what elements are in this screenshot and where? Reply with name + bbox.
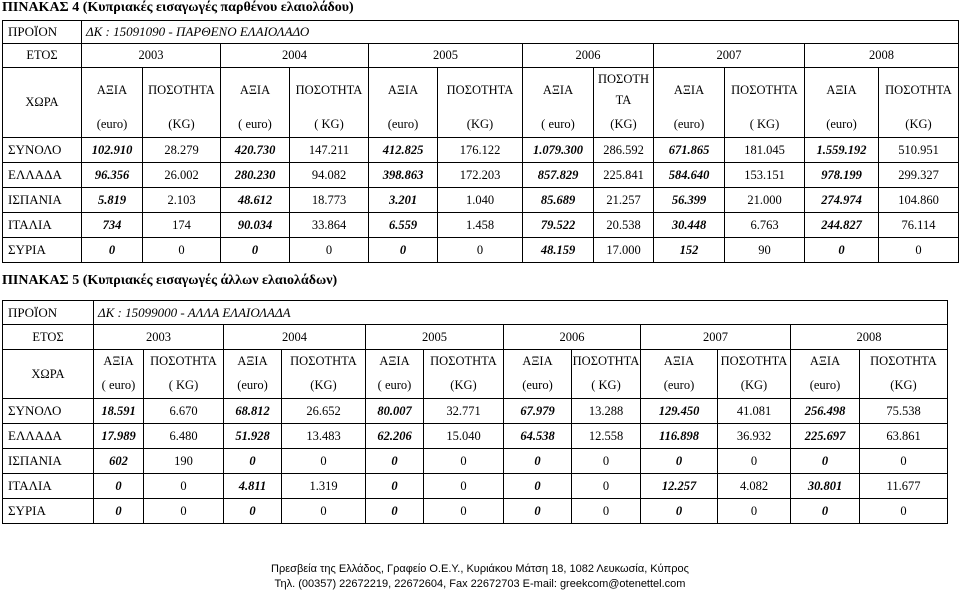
quantity-cell: 90 (725, 238, 805, 263)
value-cell: 80.007 (366, 399, 424, 424)
quantity-header: ΠΟΣΟΤΗΤΑ (144, 350, 224, 374)
value-cell: 48.612 (221, 188, 290, 213)
country-cell: ΙΣΠΑΝΙΑ (3, 188, 82, 213)
value-cell: 17.989 (94, 424, 144, 449)
value-cell: 90.034 (221, 213, 290, 238)
quantity-cell: 510.951 (879, 138, 959, 163)
year-header: 2004 (224, 325, 366, 350)
value-unit: ( euro) (366, 374, 424, 399)
value-unit: ( euro) (94, 374, 144, 399)
quantity-cell: 11.677 (860, 474, 948, 499)
quantity-cell: 0 (282, 449, 366, 474)
value-cell: 0 (504, 474, 572, 499)
value-cell: 0 (94, 499, 144, 524)
value-header: ΑΞΙΑ (523, 68, 594, 113)
value-cell: 56.399 (654, 188, 725, 213)
year-header: 2005 (366, 325, 504, 350)
column-header-row (3, 350, 948, 374)
quantity-cell: 147.211 (290, 138, 369, 163)
value-cell: 0 (641, 499, 718, 524)
value-cell: 0 (805, 238, 879, 263)
year-header: 2006 (504, 325, 641, 350)
year-header: 2006 (523, 44, 654, 68)
quantity-cell: 36.932 (718, 424, 791, 449)
country-cell: ΙΣΠΑΝΙΑ (3, 449, 94, 474)
value-cell: 734 (82, 213, 143, 238)
year-header: 2005 (369, 44, 523, 68)
quantity-cell: 0 (144, 499, 224, 524)
country-cell: ΣΥΡΙΑ (3, 499, 94, 524)
table-row (3, 399, 948, 424)
quantity-cell: 1.040 (438, 188, 523, 213)
table4-title: ΠΙΝΑΚΑΣ 4 (Κυπριακές εισαγωγές παρθένου ελαιολάδου) (2, 0, 354, 15)
quantity-cell: 181.045 (725, 138, 805, 163)
quantity-header: ΠΟΣΟΤΗΤΑ (143, 68, 221, 113)
quantity-cell: 0 (718, 499, 791, 524)
year-label: ΕΤΟΣ (3, 44, 82, 68)
country-cell: ΙΤΑΛΙΑ (3, 213, 82, 238)
quantity-unit: ( KG) (144, 374, 224, 399)
value-cell: 0 (791, 499, 860, 524)
value-unit: (euro) (791, 374, 860, 399)
quantity-cell: 4.082 (718, 474, 791, 499)
year-row (3, 325, 948, 350)
quantity-cell: 1.319 (282, 474, 366, 499)
year-header: 2007 (641, 325, 791, 350)
value-cell: 0 (221, 238, 290, 263)
value-header: ΑΞΙΑ (791, 350, 860, 374)
quantity-unit: ( KG) (725, 113, 805, 138)
table-row (3, 238, 959, 263)
quantity-cell: 76.114 (879, 213, 959, 238)
quantity-cell: 174 (143, 213, 221, 238)
quantity-header: ΠΟΣΟΤΗΤΑ (424, 350, 504, 374)
value-cell: 225.697 (791, 424, 860, 449)
value-cell: 62.206 (366, 424, 424, 449)
value-cell: 30.801 (791, 474, 860, 499)
quantity-cell: 153.151 (725, 163, 805, 188)
value-cell: 0 (641, 449, 718, 474)
quantity-cell: 2.103 (143, 188, 221, 213)
quantity-unit: (KG) (438, 113, 523, 138)
quantity-cell: 176.122 (438, 138, 523, 163)
table-row (3, 474, 948, 499)
quantity-cell: 104.860 (879, 188, 959, 213)
value-cell: 96.356 (82, 163, 143, 188)
quantity-unit: ( KG) (290, 113, 369, 138)
table4 (2, 20, 959, 263)
table5 (2, 300, 948, 524)
value-header: ΑΞΙΑ (82, 68, 143, 113)
product-label: ΠΡΟΪΟΝ (3, 21, 82, 44)
value-cell: 12.257 (641, 474, 718, 499)
quantity-header: ΠΟΣΟΤΗΤΑ (879, 68, 959, 113)
quantity-cell: 15.040 (424, 424, 504, 449)
value-cell: 1.559.192 (805, 138, 879, 163)
value-unit: (euro) (805, 113, 879, 138)
value-cell: 116.898 (641, 424, 718, 449)
value-cell: 0 (224, 499, 282, 524)
value-unit: ( euro) (523, 113, 594, 138)
value-cell: 0 (791, 449, 860, 474)
quantity-cell: 286.592 (594, 138, 654, 163)
quantity-cell: 0 (572, 499, 641, 524)
quantity-unit: (KG) (424, 374, 504, 399)
country-cell: ΕΛΛΑΔΑ (3, 424, 94, 449)
value-cell: 412.825 (369, 138, 438, 163)
value-cell: 0 (366, 474, 424, 499)
quantity-header: ΠΟΣΟΤΗΤΑ (718, 350, 791, 374)
quantity-cell: 0 (860, 449, 948, 474)
quantity-header: ΠΟΣΟΤΗΤΑ (725, 68, 805, 113)
quantity-cell: 20.538 (594, 213, 654, 238)
product-row (3, 301, 948, 325)
quantity-cell: 17.000 (594, 238, 654, 263)
table-row (3, 213, 959, 238)
value-cell: 256.498 (791, 399, 860, 424)
value-cell: 420.730 (221, 138, 290, 163)
quantity-cell: 13.288 (572, 399, 641, 424)
quantity-cell: 0 (143, 238, 221, 263)
value-unit: (euro) (82, 113, 143, 138)
country-header: ΧΩΡΑ (3, 350, 94, 399)
value-cell: 102.910 (82, 138, 143, 163)
value-cell: 67.979 (504, 399, 572, 424)
table-row (3, 138, 959, 163)
quantity-cell: 299.327 (879, 163, 959, 188)
year-header: 2008 (805, 44, 959, 68)
quantity-cell: 1.458 (438, 213, 523, 238)
year-header: 2008 (791, 325, 948, 350)
quantity-cell: 12.558 (572, 424, 641, 449)
table-row (3, 499, 948, 524)
value-header: ΑΞΙΑ (641, 350, 718, 374)
value-cell: 978.199 (805, 163, 879, 188)
value-cell: 0 (82, 238, 143, 263)
country-cell: ΣΥΝΟΛΟ (3, 399, 94, 424)
year-header: 2004 (221, 44, 369, 68)
quantity-cell: 0 (860, 499, 948, 524)
quantity-cell: 0 (438, 238, 523, 263)
column-header-row (3, 68, 959, 113)
table-row (3, 163, 959, 188)
quantity-cell: 0 (718, 449, 791, 474)
quantity-cell: 0 (572, 449, 641, 474)
quantity-unit: (KG) (718, 374, 791, 399)
value-header: ΑΞΙΑ (224, 350, 282, 374)
value-cell: 280.230 (221, 163, 290, 188)
product-row (3, 21, 959, 44)
value-cell: 244.827 (805, 213, 879, 238)
product-value: ΔΚ : 15099000 - ΑΛΛΑ ΕΛΑΙΟΛΑΔΑ (94, 301, 948, 325)
year-header: 2003 (94, 325, 224, 350)
year-header: 2007 (654, 44, 805, 68)
value-cell: 51.928 (224, 424, 282, 449)
quantity-header: ΠΟΣΟΤΗΤΑ (282, 350, 366, 374)
value-cell: 48.159 (523, 238, 594, 263)
quantity-cell: 0 (282, 499, 366, 524)
quantity-header: ΠΟΣΟΤΗ ΤΑ (594, 68, 654, 113)
quantity-cell: 6.670 (144, 399, 224, 424)
quantity-cell: 0 (879, 238, 959, 263)
quantity-cell: 32.771 (424, 399, 504, 424)
value-cell: 274.974 (805, 188, 879, 213)
value-cell: 79.522 (523, 213, 594, 238)
value-cell: 129.450 (641, 399, 718, 424)
value-cell: 398.863 (369, 163, 438, 188)
footer (0, 562, 960, 592)
year-row (3, 44, 959, 68)
quantity-cell: 0 (144, 474, 224, 499)
table-row (3, 449, 948, 474)
value-unit: ( euro) (221, 113, 290, 138)
value-cell: 4.811 (224, 474, 282, 499)
quantity-cell: 21.257 (594, 188, 654, 213)
value-unit: (euro) (504, 374, 572, 399)
table-row (3, 188, 959, 213)
value-cell: 0 (366, 499, 424, 524)
quantity-cell: 94.082 (290, 163, 369, 188)
product-label: ΠΡΟΪΟΝ (3, 301, 94, 325)
country-cell: ΙΤΑΛΙΑ (3, 474, 94, 499)
quantity-cell: 26.652 (282, 399, 366, 424)
quantity-unit: (KG) (594, 113, 654, 138)
country-cell: ΣΥΝΟΛΟ (3, 138, 82, 163)
value-cell: 152 (654, 238, 725, 263)
value-header: ΑΞΙΑ (369, 68, 438, 113)
value-cell: 0 (366, 449, 424, 474)
table-row (3, 424, 948, 449)
quantity-unit: (KG) (143, 113, 221, 138)
year-header: 2003 (82, 44, 221, 68)
column-unit-row (3, 374, 948, 399)
value-header: ΑΞΙΑ (221, 68, 290, 113)
country-header: ΧΩΡΑ (3, 68, 82, 138)
value-unit: (euro) (641, 374, 718, 399)
value-header: ΑΞΙΑ (805, 68, 879, 113)
quantity-unit: (KG) (860, 374, 948, 399)
value-unit: (euro) (369, 113, 438, 138)
quantity-cell: 0 (290, 238, 369, 263)
quantity-cell: 41.081 (718, 399, 791, 424)
value-cell: 602 (94, 449, 144, 474)
quantity-header: ΠΟΣΟΤΗΤΑ (860, 350, 948, 374)
quantity-cell: 225.841 (594, 163, 654, 188)
quantity-unit: (KG) (282, 374, 366, 399)
quantity-cell: 33.864 (290, 213, 369, 238)
value-header: ΑΞΙΑ (504, 350, 572, 374)
value-cell: 857.829 (523, 163, 594, 188)
quantity-cell: 18.773 (290, 188, 369, 213)
column-unit-row (3, 113, 959, 138)
quantity-cell: 0 (424, 499, 504, 524)
country-cell: ΕΛΛΑΔΑ (3, 163, 82, 188)
value-cell: 0 (504, 499, 572, 524)
value-cell: 18.591 (94, 399, 144, 424)
quantity-cell: 172.203 (438, 163, 523, 188)
value-cell: 1.079.300 (523, 138, 594, 163)
product-value: ΔΚ : 15091090 - ΠΑΡΘΕΝΟ ΕΛΑΙΟΛΑΔΟ (82, 21, 959, 44)
value-unit: (euro) (224, 374, 282, 399)
table5-title: ΠΙΝΑΚΑΣ 5 (Κυπριακές εισαγωγές άλλων ελαιολάδων) (2, 273, 338, 288)
value-cell: 5.819 (82, 188, 143, 213)
quantity-cell: 75.538 (860, 399, 948, 424)
value-cell: 3.201 (369, 188, 438, 213)
quantity-header: ΠΟΣΟΤΗΤΑ (572, 350, 641, 374)
year-label: ΕΤΟΣ (3, 325, 94, 350)
value-cell: 0 (224, 449, 282, 474)
footer-contact: Τηλ. (00357) 22672219, 22672604, Fax 22672703 E-mail: greekcom@otenettel.com (274, 578, 686, 590)
quantity-cell: 0 (572, 474, 641, 499)
quantity-unit: ( KG) (572, 374, 641, 399)
footer-address: Πρεσβεία της Ελλάδος, Γραφείο Ο.Ε.Υ., Κυριάκου Μάτση 18, 1082 Λευκωσία, Κύπρος (271, 563, 689, 575)
quantity-cell: 28.279 (143, 138, 221, 163)
value-header: ΑΞΙΑ (654, 68, 725, 113)
value-cell: 30.448 (654, 213, 725, 238)
quantity-header: ΠΟΣΟΤΗΤΑ (290, 68, 369, 113)
value-cell: 85.689 (523, 188, 594, 213)
quantity-cell: 0 (424, 474, 504, 499)
value-cell: 0 (369, 238, 438, 263)
value-cell: 0 (94, 474, 144, 499)
quantity-cell: 6.763 (725, 213, 805, 238)
quantity-cell: 6.480 (144, 424, 224, 449)
quantity-cell: 13.483 (282, 424, 366, 449)
value-unit: (euro) (654, 113, 725, 138)
value-cell: 0 (504, 449, 572, 474)
quantity-cell: 190 (144, 449, 224, 474)
value-cell: 64.538 (504, 424, 572, 449)
value-header: ΑΞΙΑ (94, 350, 144, 374)
value-header: ΑΞΙΑ (366, 350, 424, 374)
value-cell: 6.559 (369, 213, 438, 238)
value-cell: 584.640 (654, 163, 725, 188)
value-cell: 68.812 (224, 399, 282, 424)
quantity-cell: 0 (424, 449, 504, 474)
value-cell: 671.865 (654, 138, 725, 163)
quantity-cell: 21.000 (725, 188, 805, 213)
quantity-cell: 63.861 (860, 424, 948, 449)
quantity-unit: (KG) (879, 113, 959, 138)
quantity-cell: 26.002 (143, 163, 221, 188)
quantity-header: ΠΟΣΟΤΗΤΑ (438, 68, 523, 113)
country-cell: ΣΥΡΙΑ (3, 238, 82, 263)
